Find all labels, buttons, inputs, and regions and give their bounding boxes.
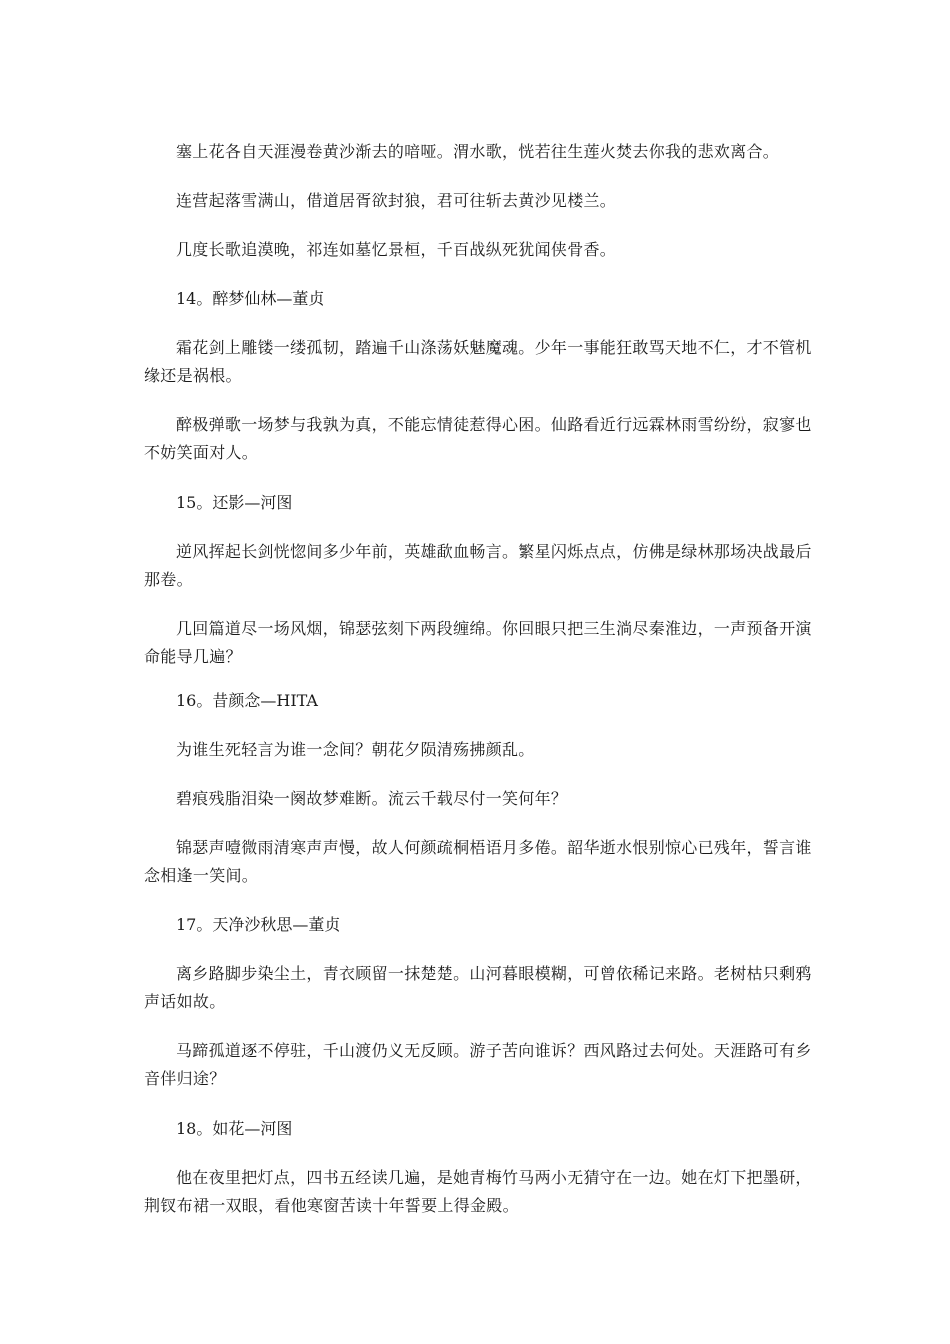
paragraph: 离乡路脚步染尘土，青衣顾留一抹楚楚。山河暮眼模糊，可曾依稀记来路。老树枯只剩鸦声话如故。 xyxy=(144,964,812,1011)
paragraph: 锦瑟声噎微雨清寒声声慢，故人何颜疏桐梧语月多倦。韶华逝水恨别惊心已残年，誓言谁念相逢一笑间。 xyxy=(144,838,812,885)
paragraph: 他在夜里把灯点，四书五经读几遍，是她青梅竹马两小无猜守在一边。她在灯下把墨研，荆钗布裙一双眼，看他寒窗苦读十年誓要上得金殿。 xyxy=(144,1168,812,1215)
section-heading: 15。还影—河图 xyxy=(176,493,293,512)
paragraph: 几回篇道尽一场风烟，锦瑟弦刻下两段缠绵。你回眼只把三生淌尽秦淮边，一声预备开演命能导几遍？ xyxy=(144,619,812,666)
paragraph: 连营起落雪满山，借道居胥欲封狼，君可往斩去黄沙见楼兰。 xyxy=(176,191,617,210)
section-heading: 17。天净沙秋思—董贞 xyxy=(176,915,341,934)
paragraph: 为谁生死轻言为谁一念间？朝花夕陨清殇拂颜乱。 xyxy=(176,740,535,759)
section-heading: 14。醉梦仙林—董贞 xyxy=(176,289,325,308)
paragraph: 逆风挥起长剑恍惚间多少年前，英雄歃血畅言。繁星闪烁点点，仿佛是绿林那场决战最后那卷。 xyxy=(144,542,812,589)
paragraph: 碧痕残脂泪染一阕故梦难断。流云千载尽付一笑何年？ xyxy=(176,789,568,808)
paragraph: 几度长歌追漠晚，祁连如墓忆景桓，千百战纵死犹闻侠骨香。 xyxy=(176,240,617,259)
section-heading: 18。如花—河图 xyxy=(176,1119,293,1138)
paragraph: 霜花剑上雕镂一缕孤韧，踏遍千山涤荡妖魅魔魂。少年一事能狂敢骂天地不仁，才不管机缘还是祸根。 xyxy=(144,338,812,385)
paragraph: 醉极弹歌一场梦与我孰为真，不能忘情徒惹得心困。仙路看近行远霖林雨雪纷纷，寂寥也不妨笑面对人。 xyxy=(144,415,812,462)
paragraph: 马蹄孤道逐不停驻，千山渡仍义无反顾。游子苦向谁诉？西风路过去何处。天涯路可有乡音伴归途？ xyxy=(144,1041,812,1088)
section-heading: 16。昔颜念—HITA xyxy=(176,691,318,710)
paragraph: 塞上花各自天涯漫卷黄沙渐去的喑哑。渭水歌，恍若往生莲火焚去你我的悲欢离合。 xyxy=(176,142,780,161)
